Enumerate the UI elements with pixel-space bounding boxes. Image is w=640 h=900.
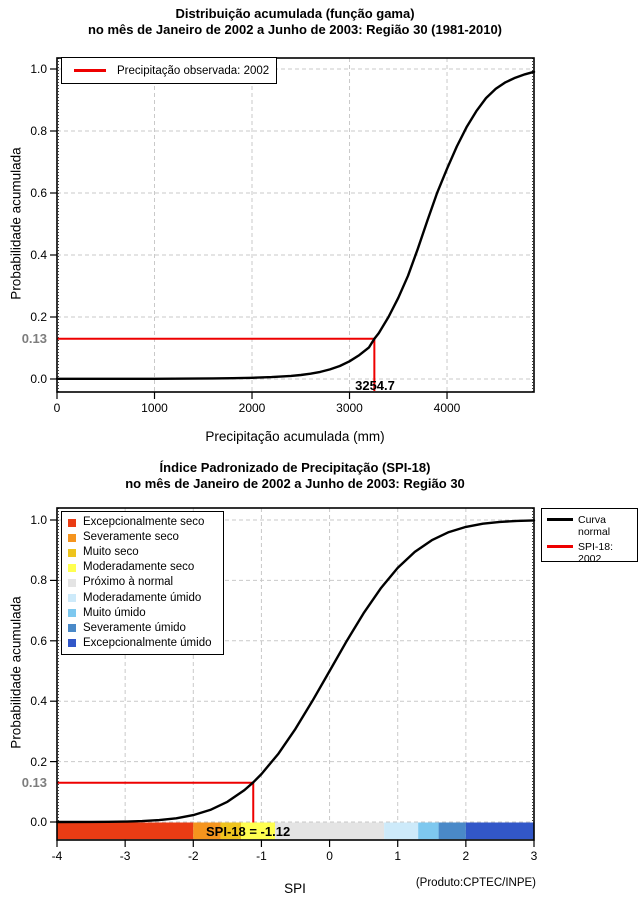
gamma-y-axis-label: Probabilidade acumulada — [8, 147, 24, 300]
y-tick-label: 0.0 — [30, 372, 47, 386]
y-tick-label: 1.0 — [30, 513, 47, 527]
x-tick-label: -2 — [187, 849, 199, 863]
spi-category-bar-segment — [418, 823, 438, 840]
y-tick-label: 0.8 — [30, 573, 47, 588]
y-tick-label: 1.0 — [30, 62, 47, 76]
legend-item — [68, 546, 219, 559]
x-tick-label: 3 — [530, 849, 538, 863]
category-label: Muito úmido — [83, 606, 146, 619]
spi-category-bar-segment — [57, 823, 193, 840]
legend-item — [68, 622, 219, 635]
spi-category-bar-segment — [384, 823, 418, 840]
legend-item — [68, 516, 219, 529]
legend-item — [68, 637, 219, 650]
category-label: Próximo à normal — [83, 576, 174, 589]
spi-marker-probability-label: 0.13 — [21, 775, 47, 790]
spi-category-bar-segment — [439, 823, 466, 840]
category-label: Severamente úmido — [83, 621, 186, 634]
legend-item — [547, 541, 634, 565]
y-tick-label: 0.2 — [30, 310, 47, 324]
category-label: Muito seco — [83, 546, 139, 559]
x-tick-label: 3000 — [336, 401, 363, 415]
series-label: Curva normal — [578, 514, 611, 538]
category-label: Severamente seco — [83, 531, 179, 544]
x-tick-label: 4000 — [433, 401, 461, 415]
gamma-x-axis-label: Precipitação acumulada (mm) — [205, 429, 385, 444]
category-label: Excepcionalmente seco — [83, 516, 205, 529]
y-tick-label: 0.4 — [30, 248, 47, 262]
x-tick-label: 1000 — [141, 401, 168, 415]
gamma-marker-probability-label: 0.13 — [21, 331, 47, 346]
spi-category-bar-segment — [275, 823, 384, 840]
category-color-swatch — [68, 564, 76, 572]
spi-series-legend — [541, 508, 638, 565]
category-color-swatch — [68, 639, 76, 647]
spi-category-legend — [61, 511, 224, 655]
observed-precipitation-legend-label: Precipitação observada: 2002 — [117, 64, 270, 77]
x-tick-label: -1 — [256, 849, 267, 863]
spi-y-axis-label: Probabilidade acumulada — [8, 596, 24, 749]
product-credit-note: (Produto:CPTEC/INPE) — [415, 877, 536, 889]
spi-chart-title-line2: no mês de Janeiro de 2002 a Junho de 2003: Região 30 — [125, 476, 465, 491]
x-tick-label: -3 — [119, 849, 131, 863]
category-color-swatch — [68, 549, 76, 557]
spi-chart-title-line1: Índice Padronizado de Precipitação (SPI-18) — [159, 460, 431, 475]
category-color-swatch — [68, 519, 76, 527]
gamma-chart-title-line2: no mês de Janeiro de 2002 a Junho de 2003: Região 30 (1981-2010) — [87, 22, 503, 37]
legend-item — [68, 607, 219, 620]
category-label: Moderadamente seco — [83, 561, 195, 574]
gamma-chart-title-line1: Distribuição acumulada (função gama) — [175, 6, 415, 21]
category-color-swatch — [68, 594, 76, 602]
x-tick-label: 2000 — [238, 401, 266, 415]
gamma-chart-legend — [61, 57, 277, 84]
legend-item — [547, 514, 634, 538]
series-label: SPI-18: 2002 — [578, 541, 614, 565]
y-tick-label: 0.6 — [30, 633, 47, 648]
x-tick-label: 1 — [394, 849, 402, 863]
y-tick-label: 0.4 — [30, 694, 47, 709]
category-color-swatch — [68, 624, 76, 632]
category-label: Excepcionalmente úmido — [83, 636, 212, 649]
x-tick-label: 2 — [462, 849, 470, 863]
x-tick-label: -4 — [51, 849, 63, 863]
category-label: Moderadamente úmido — [83, 591, 202, 604]
category-color-swatch — [68, 579, 76, 587]
y-tick-label: 0.0 — [30, 815, 47, 829]
x-tick-label: 0 — [326, 849, 333, 863]
legend-item — [68, 531, 219, 544]
x-tick-label: 0 — [53, 401, 61, 415]
series-line-swatch — [547, 545, 573, 548]
y-tick-label: 0.2 — [30, 754, 47, 769]
gamma-marker-value-label: 3254.7 — [355, 378, 395, 393]
category-color-swatch — [68, 534, 76, 542]
spi-category-bar-segment — [466, 823, 534, 840]
legend-item — [68, 561, 219, 574]
legend-item — [68, 592, 219, 605]
spi-x-axis-label: SPI — [284, 881, 306, 896]
spi-marker-value-label: SPI-18 = -1.12 — [206, 824, 291, 839]
legend-item — [68, 576, 219, 589]
category-color-swatch — [68, 609, 76, 617]
plot-area — [57, 58, 534, 392]
series-line-swatch — [547, 518, 573, 521]
observed-precipitation-line-swatch — [74, 69, 106, 72]
y-tick-label: 0.8 — [30, 124, 47, 138]
y-tick-label: 0.6 — [30, 186, 47, 200]
